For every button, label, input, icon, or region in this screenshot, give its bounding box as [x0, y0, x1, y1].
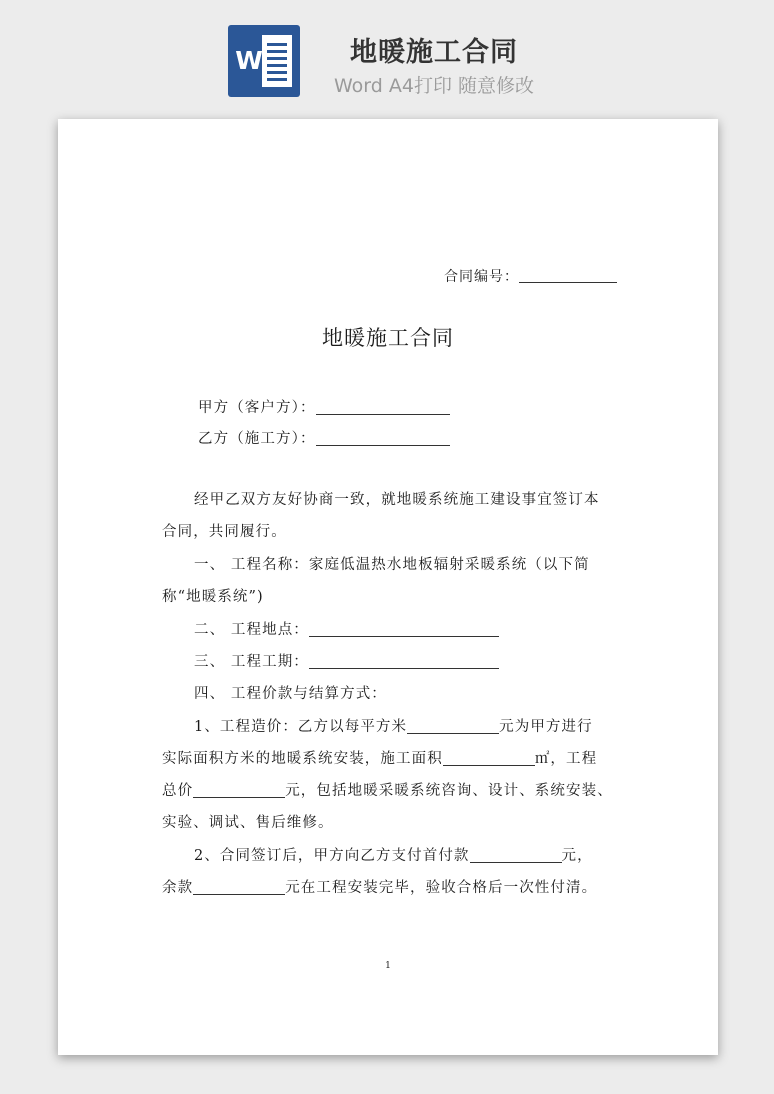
- document-title: 地暖施工合同: [322, 326, 454, 350]
- item-2-line: [194, 618, 499, 639]
- clause-2-line: [162, 876, 597, 897]
- paragraph-line: 经甲乙双方友好协商一致，就地暖系统施工建设事宜签订本: [194, 492, 600, 508]
- item-1-line: 称“地暖系统”): [162, 589, 264, 605]
- document-page: [58, 119, 718, 1055]
- item-4-line: 四、 工程价款与结算方式：: [194, 686, 387, 702]
- clause-text: ㎡，工程: [534, 751, 598, 767]
- contract-number: [444, 266, 617, 286]
- word-letter: W: [235, 46, 263, 75]
- clause-text: 元，包括地暖采暖系统咨询、设计、系统安装、: [285, 783, 613, 799]
- clause-text: 元在工程安装完毕，验收合格后一次性付清。: [285, 880, 598, 896]
- clause-text: 2、合同签订后，甲方向乙方支付首付款: [194, 848, 470, 864]
- page-number: 1: [385, 961, 391, 971]
- clause-2-line: [194, 844, 593, 865]
- clause-1-line: [194, 715, 593, 736]
- item-3-blank: [309, 653, 499, 669]
- banner-title: 地暖施工合同: [350, 37, 518, 68]
- party-b-label: 乙方（施工方）：: [198, 431, 316, 447]
- clause-text: 1、工程造价：乙方以每平方米: [194, 719, 408, 735]
- party-a-blank: [316, 399, 450, 415]
- area-blank: [443, 750, 535, 766]
- clause-text: 余款: [162, 880, 194, 896]
- party-a-line: [198, 396, 450, 417]
- word-icon: [228, 25, 300, 97]
- clause-text: 实际面积方米的地暖系统安装，施工面积: [162, 751, 443, 767]
- item-3-line: [194, 650, 499, 671]
- item-2-label: 二、 工程地点：: [194, 622, 309, 638]
- document-lines-icon: [262, 35, 292, 87]
- contract-number-label: 合同编号：: [444, 269, 519, 285]
- party-b-blank: [316, 430, 450, 446]
- party-a-label: 甲方（客户方）：: [198, 400, 316, 416]
- paragraph-line: 合同，共同履行。: [162, 524, 287, 540]
- clause-1-line: 实验、调试、售后维修。: [162, 815, 334, 831]
- item-3-label: 三、 工程工期：: [194, 654, 309, 670]
- total-price-blank: [193, 782, 285, 798]
- clause-1-line: [162, 747, 597, 768]
- price-per-sqm-blank: [407, 718, 499, 734]
- clause-text: 总价: [162, 783, 194, 799]
- balance-blank: [193, 879, 285, 895]
- banner-subtitle: Word A4打印 随意修改: [333, 75, 534, 97]
- party-b-line: [198, 427, 450, 448]
- header-banner: [0, 0, 774, 110]
- clause-1-line: [162, 779, 613, 800]
- contract-number-blank: [519, 268, 617, 283]
- item-1-line: 一、 工程名称：家庭低温热水地板辐射采暖系统（以下简: [194, 557, 590, 573]
- clause-text: 元为甲方进行: [499, 719, 593, 735]
- item-2-blank: [309, 621, 499, 637]
- clause-text: 元，: [561, 848, 593, 864]
- down-payment-blank: [470, 847, 562, 863]
